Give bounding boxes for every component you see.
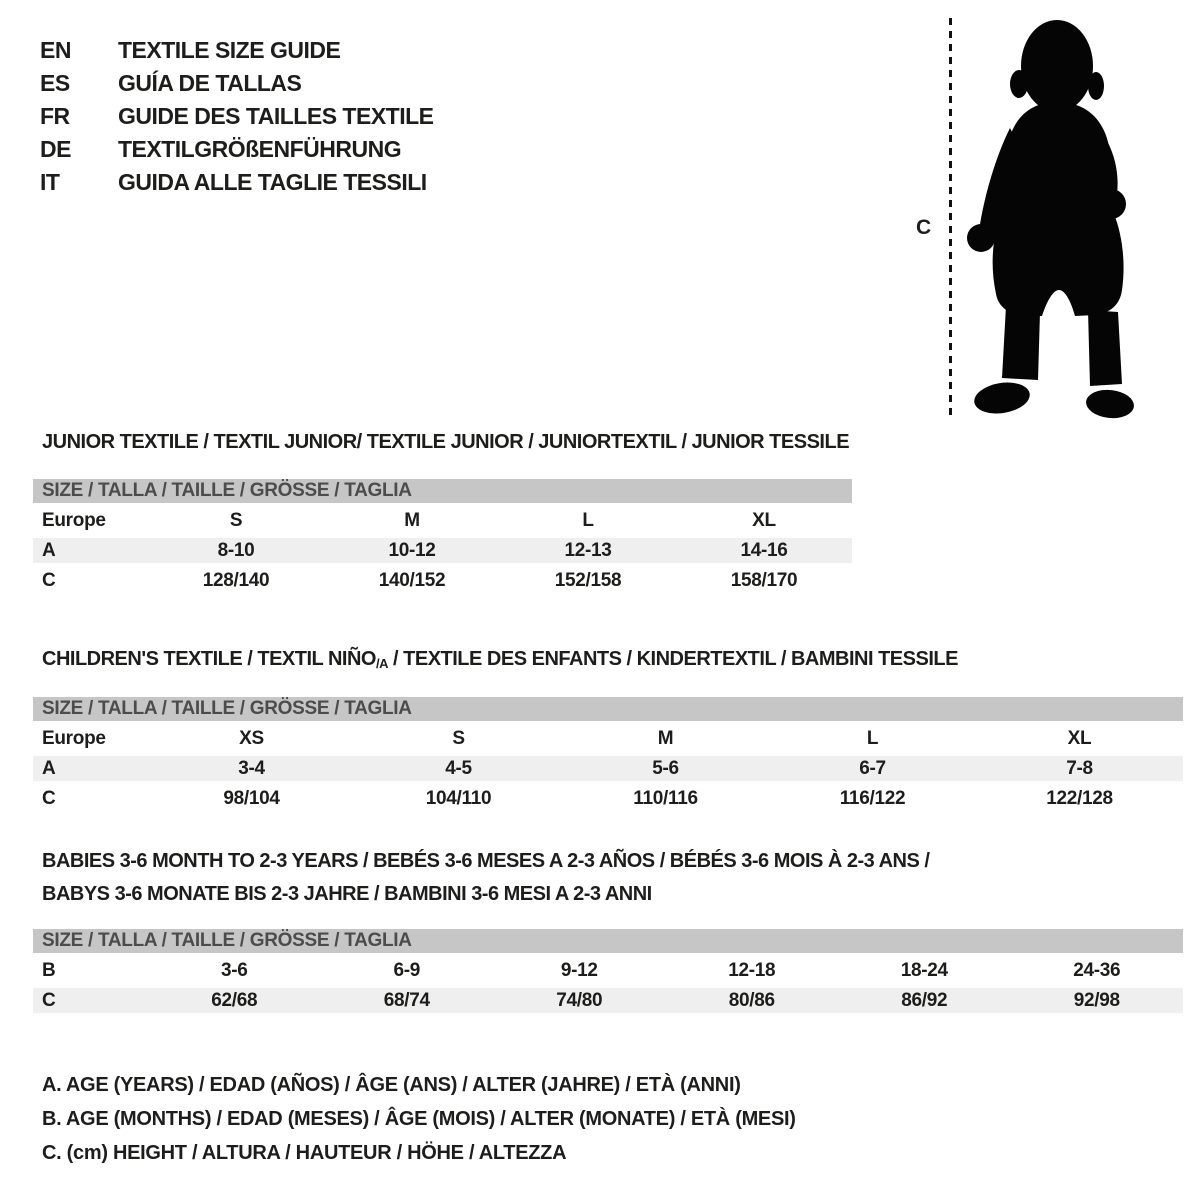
lang-code: ES (40, 70, 70, 96)
row-label: C (42, 570, 56, 591)
row-label: A (42, 540, 56, 561)
guide-title: TEXTILGRÖßENFÜHRUNG (118, 136, 402, 162)
height-cell: 80/86 (728, 990, 775, 1011)
age-cell: 6-7 (859, 758, 886, 779)
size-cell: S (452, 728, 465, 749)
legend (42, 1068, 796, 1170)
height-cell: 140/152 (378, 570, 446, 591)
age-cell: 4-5 (445, 758, 472, 779)
junior-section-title: JUNIOR TEXTILE / TEXTIL JUNIOR/ TEXTILE JUNIOR / JUNIORTEXTIL / JUNIOR TESSILE (42, 431, 850, 453)
size-cell: XL (1067, 728, 1092, 749)
language-header (40, 34, 434, 199)
size-table-header: SIZE / TALLA / TAILLE / GRÖSSE / TAGLIA (33, 929, 1183, 953)
age-cell: 3-4 (238, 758, 265, 779)
row-label: C (42, 990, 56, 1011)
height-cell: 86/92 (901, 990, 948, 1011)
age-cell: 10-12 (388, 540, 436, 561)
age-cell: 24-36 (1073, 960, 1121, 981)
children-title-subscript: /A (375, 656, 388, 671)
lang-row-it (40, 166, 434, 199)
lang-code: IT (40, 169, 60, 195)
size-cell: S (229, 510, 243, 531)
children-title-suffix: / TEXTILE DES ENFANTS / KINDERTEXTIL / BAMBINI TESSILE (387, 648, 958, 670)
height-cell: 98/104 (223, 788, 280, 809)
age-cell: 12-18 (728, 960, 776, 981)
guide-title: GUIDA ALLE TAGLIE TESSILI (118, 169, 427, 195)
junior-size-table (33, 479, 852, 593)
row-label: Europe (42, 510, 106, 531)
babies-section-title (42, 845, 929, 911)
age-cell: 3-6 (220, 960, 248, 981)
size-cell: M (404, 510, 420, 531)
age-cell: 5-6 (652, 758, 679, 779)
size-table-header: SIZE / TALLA / TAILLE / GRÖSSE / TAGLIA (33, 479, 852, 503)
age-cell: 12-13 (564, 540, 612, 561)
lang-row-de (40, 133, 434, 166)
size-table-header: SIZE / TALLA / TAILLE / GRÖSSE / TAGLIA (33, 697, 1183, 721)
size-cell: XS (239, 728, 264, 749)
table-row-height (33, 786, 1183, 811)
legend-line-c: C. (cm) HEIGHT / ALTURA / HAUTEUR / HÖHE / ALTEZZA (42, 1142, 567, 1164)
row-label: B (42, 960, 56, 981)
babies-title-line1: BABIES 3-6 MONTH TO 2-3 YEARS / BEBÉS 3-6 MESES A 2-3 AÑOS / BÉBÉS 3-6 MOIS À 2-3 ANS / (42, 850, 930, 872)
height-cell: 110/116 (633, 788, 698, 809)
baby-silhouette-icon (962, 16, 1140, 420)
age-cell: 9-12 (560, 960, 598, 981)
guide-title: TEXTILE SIZE GUIDE (118, 37, 341, 63)
guide-title: GUÍA DE TALLAS (118, 70, 302, 96)
row-label: Europe (42, 728, 106, 749)
lang-code: EN (40, 37, 71, 63)
size-cell: L (866, 728, 879, 749)
size-cell: L (582, 510, 594, 531)
height-cell: 62/68 (211, 990, 258, 1011)
lang-row-es (40, 67, 434, 100)
row-label: A (42, 758, 56, 779)
table-row-height (33, 988, 1183, 1013)
babies-title-line2: BABYS 3-6 MONATE BIS 2-3 JAHRE / BAMBINI 3-6 MESI A 2-3 ANNI (42, 883, 652, 905)
legend-line-b: B. AGE (MONTHS) / EDAD (MESES) / ÂGE (MOIS) / ALTER (MONATE) / ETÀ (MESI) (42, 1108, 796, 1130)
height-cell: 158/170 (730, 570, 798, 591)
lang-code: DE (40, 136, 71, 162)
height-cell: 68/74 (383, 990, 430, 1011)
legend-line-a: A. AGE (YEARS) / EDAD (AÑOS) / ÂGE (ANS) / ALTER (JAHRE) / ETÀ (ANNI) (42, 1074, 741, 1096)
lang-row-en (40, 34, 434, 67)
height-measure-dashed-line (949, 18, 952, 416)
age-cell: 7-8 (1066, 758, 1093, 779)
height-cell: 92/98 (1073, 990, 1120, 1011)
row-label: C (42, 788, 56, 809)
table-row-europe (33, 508, 852, 533)
height-cell: 152/158 (554, 570, 622, 591)
height-cell: 116/122 (839, 788, 906, 809)
lang-code: FR (40, 103, 70, 129)
height-cell: 104/110 (425, 788, 492, 809)
age-cell: 14-16 (740, 540, 788, 561)
age-cell: 18-24 (900, 960, 948, 981)
children-size-table (33, 697, 1183, 811)
lang-row-fr (40, 100, 434, 133)
size-cell: M (657, 728, 674, 749)
height-cell: 128/140 (202, 570, 270, 591)
height-measure-label: C (916, 216, 932, 239)
children-section-title (42, 647, 958, 673)
age-cell: 8-10 (217, 540, 255, 561)
height-cell: 74/80 (556, 990, 603, 1011)
table-row-europe (33, 726, 1183, 751)
height-cell: 122/128 (1046, 788, 1113, 809)
table-row-age (33, 756, 1183, 781)
table-row-age (33, 538, 852, 563)
size-cell: XL (752, 510, 776, 531)
children-title-prefix: CHILDREN'S TEXTILE / TEXTIL NIÑO (42, 648, 376, 670)
guide-title: GUIDE DES TAILLES TEXTILE (118, 103, 434, 129)
table-row-height (33, 568, 852, 593)
table-row-age-months (33, 958, 1183, 983)
age-cell: 6-9 (393, 960, 421, 981)
babies-size-table (33, 929, 1183, 1013)
